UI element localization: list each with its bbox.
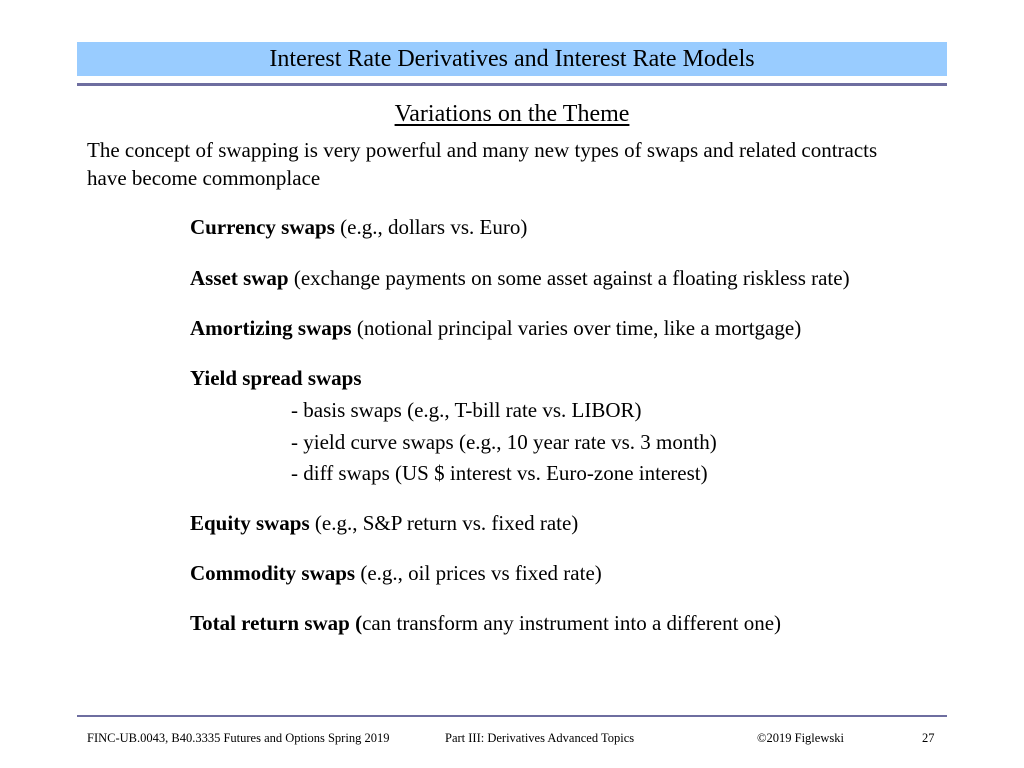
item-description: (notional principal varies over time, like a mortgage) [351,316,802,340]
list-item-amortizing-swaps [190,315,801,341]
list-item-commodity-swaps [190,560,602,586]
intro-paragraph: The concept of swapping is very powerful and many new types of swaps and related contracts have become commonplace [87,138,878,190]
item-description: (e.g., S&P return vs. fixed rate) [309,511,579,535]
list-item-asset-swap [190,265,850,291]
slide-header-bar [77,42,947,76]
item-description: can transform any instrument into a different one) [362,611,782,635]
sub-item-basis-swaps: - basis swaps (e.g., T-bill rate vs. LIBOR) [291,398,642,422]
list-item-total-return-swap [190,610,781,636]
item-description: (e.g., oil prices vs fixed rate) [355,561,602,585]
item-term: Asset swap [190,266,289,290]
sub-item-yield-curve-swaps: - yield curve swaps (e.g., 10 year rate vs. 3 month) [291,430,717,454]
item-description: (exchange payments on some asset against a floating riskless rate) [288,266,850,290]
item-term: Equity swaps [190,511,310,535]
footer-page-number: 27 [922,731,935,745]
list-item-equity-swaps [190,510,578,536]
list-item-yield-spread-swaps [190,365,362,391]
footer-copyright: ©2019 Figlewski [757,731,844,745]
sub-item-diff-swaps: - diff swaps (US $ interest vs. Euro-zone interest) [291,461,708,485]
item-term: Yield spread swaps [190,366,362,390]
item-term: Amortizing swaps [190,316,352,340]
item-term: Commodity swaps [190,561,356,585]
item-term: Currency swaps [190,215,335,239]
header-divider [77,83,947,86]
list-item-currency-swaps [190,214,527,240]
slide-header-title: Interest Rate Derivatives and Interest Rate Models [269,45,755,72]
item-term: Total return swap ( [190,611,363,635]
footer-part: Part III: Derivatives Advanced Topics [445,731,635,745]
footer-course: FINC-UB.0043, B40.3335 Futures and Options Spring 2019 [87,731,390,745]
item-description: (e.g., dollars vs. Euro) [334,215,528,239]
footer-divider [77,715,947,717]
slide-subtitle: Variations on the Theme [394,101,630,127]
